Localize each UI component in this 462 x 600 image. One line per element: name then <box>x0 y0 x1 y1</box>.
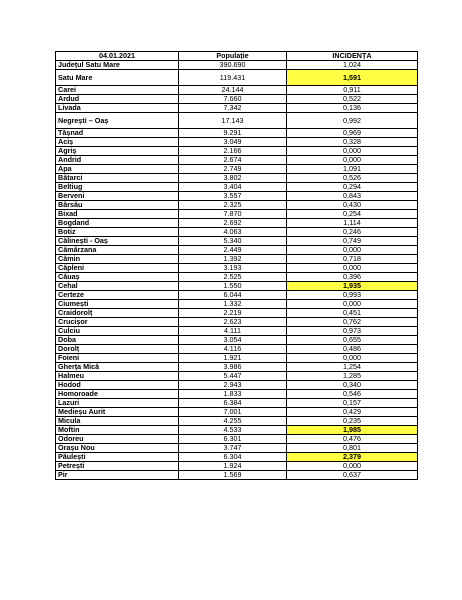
population-cell: 119.431 <box>179 70 287 86</box>
incidence-header: INCIDENȚA <box>287 52 418 61</box>
incidence-cell: 0,000 <box>287 354 418 363</box>
table-row <box>56 417 418 426</box>
incidence-cell: 0,843 <box>287 192 418 201</box>
population-cell: 3.054 <box>179 336 287 345</box>
table-row <box>56 201 418 210</box>
population-cell: 4.255 <box>179 417 287 426</box>
table-row <box>56 354 418 363</box>
table-row <box>56 95 418 104</box>
incidence-cell: 1,591 <box>287 70 418 86</box>
incidence-cell: 0,000 <box>287 147 418 156</box>
locality-cell: Agriș <box>56 147 179 156</box>
locality-cell: Berveni <box>56 192 179 201</box>
incidence-cell: 0,969 <box>287 129 418 138</box>
table-row <box>56 237 418 246</box>
table-row <box>56 318 418 327</box>
incidence-cell: 0,340 <box>287 381 418 390</box>
incidence-table <box>55 51 418 480</box>
population-cell: 4.116 <box>179 345 287 354</box>
population-header: Populație <box>179 52 287 61</box>
locality-cell: Tășnad <box>56 129 179 138</box>
population-cell: 1.332 <box>179 300 287 309</box>
population-cell: 6.301 <box>179 435 287 444</box>
population-cell: 2.749 <box>179 165 287 174</box>
table-row <box>56 129 418 138</box>
population-cell: 3.193 <box>179 264 287 273</box>
population-cell: 2.623 <box>179 318 287 327</box>
population-cell: 7.660 <box>179 95 287 104</box>
table-row <box>56 113 418 129</box>
locality-cell: Cămin <box>56 255 179 264</box>
locality-cell: Carei <box>56 86 179 95</box>
population-cell: 9.291 <box>179 129 287 138</box>
locality-cell: Satu Mare <box>56 70 179 86</box>
incidence-cell: 1,091 <box>287 165 418 174</box>
table-row <box>56 372 418 381</box>
incidence-cell: 0,157 <box>287 399 418 408</box>
locality-cell: Foieni <box>56 354 179 363</box>
population-cell: 3.557 <box>179 192 287 201</box>
locality-cell: Ciumești <box>56 300 179 309</box>
incidence-cell: 0,000 <box>287 264 418 273</box>
locality-cell: Cehal <box>56 282 179 291</box>
incidence-cell: 1,985 <box>287 426 418 435</box>
table-row <box>56 61 418 70</box>
locality-cell: Călinești - Oaș <box>56 237 179 246</box>
locality-cell: Craidorolț <box>56 309 179 318</box>
incidence-cell: 0,396 <box>287 273 418 282</box>
population-cell: 4.063 <box>179 228 287 237</box>
locality-cell: Livada <box>56 104 179 113</box>
table-row <box>56 255 418 264</box>
table-row <box>56 165 418 174</box>
table-row <box>56 399 418 408</box>
table-row <box>56 309 418 318</box>
incidence-cell: 0,718 <box>287 255 418 264</box>
table-row <box>56 147 418 156</box>
table-row <box>56 228 418 237</box>
population-cell: 1.833 <box>179 390 287 399</box>
locality-cell: Halmeu <box>56 372 179 381</box>
incidence-cell: 0,486 <box>287 345 418 354</box>
population-cell: 3.049 <box>179 138 287 147</box>
population-cell: 1.392 <box>179 255 287 264</box>
locality-cell: Cămărzana <box>56 246 179 255</box>
locality-cell: Gherța Mică <box>56 363 179 372</box>
population-cell: 1.550 <box>179 282 287 291</box>
table-row <box>56 381 418 390</box>
table-row <box>56 363 418 372</box>
population-cell: 7.342 <box>179 104 287 113</box>
incidence-cell: 0,973 <box>287 327 418 336</box>
locality-cell: Orașu Nou <box>56 444 179 453</box>
table-row <box>56 300 418 309</box>
population-cell: 3.404 <box>179 183 287 192</box>
table-row <box>56 444 418 453</box>
locality-cell: Medieșu Aurit <box>56 408 179 417</box>
incidence-cell: 0,546 <box>287 390 418 399</box>
locality-cell: Bogdand <box>56 219 179 228</box>
population-cell: 1.924 <box>179 462 287 471</box>
incidence-cell: 0,655 <box>287 336 418 345</box>
incidence-cell: 0,254 <box>287 210 418 219</box>
population-cell: 1.921 <box>179 354 287 363</box>
table-row <box>56 219 418 228</box>
population-cell: 2.219 <box>179 309 287 318</box>
incidence-cell: 0,637 <box>287 471 418 480</box>
table-row <box>56 471 418 480</box>
incidence-cell: 0,000 <box>287 156 418 165</box>
locality-cell: Negrești – Oaș <box>56 113 179 129</box>
incidence-cell: 1,024 <box>287 61 418 70</box>
table-row <box>56 86 418 95</box>
locality-cell: Odoreu <box>56 435 179 444</box>
population-cell: 5.447 <box>179 372 287 381</box>
locality-cell: Căpleni <box>56 264 179 273</box>
table-row <box>56 192 418 201</box>
population-cell: 7.001 <box>179 408 287 417</box>
population-cell: 4.111 <box>179 327 287 336</box>
locality-cell: Andrid <box>56 156 179 165</box>
table-row <box>56 246 418 255</box>
population-cell: 3.986 <box>179 363 287 372</box>
table-header-row <box>56 52 418 61</box>
locality-cell: Bixad <box>56 210 179 219</box>
locality-cell: Dorolț <box>56 345 179 354</box>
incidence-cell: 0,246 <box>287 228 418 237</box>
locality-cell: Aciș <box>56 138 179 147</box>
table-row <box>56 435 418 444</box>
population-cell: 2.674 <box>179 156 287 165</box>
population-cell: 2.325 <box>179 201 287 210</box>
population-cell: 6.384 <box>179 399 287 408</box>
locality-cell: Județul Satu Mare <box>56 61 179 70</box>
incidence-cell: 0,993 <box>287 291 418 300</box>
incidence-cell: 0,000 <box>287 246 418 255</box>
locality-cell: Păulești <box>56 453 179 462</box>
locality-cell: Moftin <box>56 426 179 435</box>
locality-cell: Certeze <box>56 291 179 300</box>
table-row <box>56 183 418 192</box>
table-row <box>56 138 418 147</box>
locality-cell: Homoroade <box>56 390 179 399</box>
incidence-cell: 0,522 <box>287 95 418 104</box>
date-header: 04.01.2021 <box>56 52 179 61</box>
population-cell: 2.166 <box>179 147 287 156</box>
locality-cell: Botiz <box>56 228 179 237</box>
incidence-table-page <box>55 51 418 480</box>
incidence-cell: 0,000 <box>287 462 418 471</box>
incidence-cell: 0,294 <box>287 183 418 192</box>
population-cell: 6.044 <box>179 291 287 300</box>
incidence-cell: 0,749 <box>287 237 418 246</box>
table-row <box>56 264 418 273</box>
table-row <box>56 174 418 183</box>
locality-cell: Bârsău <box>56 201 179 210</box>
table-row <box>56 345 418 354</box>
incidence-cell: 0,430 <box>287 201 418 210</box>
table-row <box>56 282 418 291</box>
table-row <box>56 453 418 462</box>
incidence-cell: 1,285 <box>287 372 418 381</box>
locality-cell: Doba <box>56 336 179 345</box>
incidence-cell: 2,379 <box>287 453 418 462</box>
population-cell: 3.802 <box>179 174 287 183</box>
table-row <box>56 327 418 336</box>
locality-cell: Crucișor <box>56 318 179 327</box>
locality-cell: Culciu <box>56 327 179 336</box>
incidence-cell: 0,136 <box>287 104 418 113</box>
incidence-cell: 0,526 <box>287 174 418 183</box>
population-cell: 1.569 <box>179 471 287 480</box>
incidence-cell: 0,235 <box>287 417 418 426</box>
table-row <box>56 462 418 471</box>
table-row <box>56 291 418 300</box>
locality-cell: Micula <box>56 417 179 426</box>
table-row <box>56 70 418 86</box>
incidence-cell: 0,429 <box>287 408 418 417</box>
population-cell: 3.747 <box>179 444 287 453</box>
population-cell: 7.870 <box>179 210 287 219</box>
locality-cell: Lazuri <box>56 399 179 408</box>
table-row <box>56 390 418 399</box>
incidence-cell: 1,114 <box>287 219 418 228</box>
population-cell: 390.690 <box>179 61 287 70</box>
incidence-cell: 1,254 <box>287 363 418 372</box>
incidence-cell: 1,935 <box>287 282 418 291</box>
population-cell: 4.533 <box>179 426 287 435</box>
population-cell: 2.692 <box>179 219 287 228</box>
population-cell: 6.304 <box>179 453 287 462</box>
incidence-cell: 0,000 <box>287 300 418 309</box>
locality-cell: Pir <box>56 471 179 480</box>
table-row <box>56 156 418 165</box>
table-row <box>56 210 418 219</box>
population-cell: 2.943 <box>179 381 287 390</box>
incidence-cell: 0,911 <box>287 86 418 95</box>
locality-cell: Hodod <box>56 381 179 390</box>
incidence-cell: 0,451 <box>287 309 418 318</box>
table-row <box>56 336 418 345</box>
table-row <box>56 273 418 282</box>
population-cell: 2.449 <box>179 246 287 255</box>
incidence-cell: 0,328 <box>287 138 418 147</box>
incidence-cell: 0,992 <box>287 113 418 129</box>
incidence-cell: 0,801 <box>287 444 418 453</box>
incidence-cell: 0,762 <box>287 318 418 327</box>
locality-cell: Bătarci <box>56 174 179 183</box>
locality-cell: Căuaș <box>56 273 179 282</box>
population-cell: 17.143 <box>179 113 287 129</box>
population-cell: 24.144 <box>179 86 287 95</box>
table-row <box>56 426 418 435</box>
table-row <box>56 408 418 417</box>
incidence-cell: 0,476 <box>287 435 418 444</box>
table-row <box>56 104 418 113</box>
locality-cell: Beltiug <box>56 183 179 192</box>
locality-cell: Apa <box>56 165 179 174</box>
population-cell: 2.525 <box>179 273 287 282</box>
locality-cell: Petrești <box>56 462 179 471</box>
table-body <box>56 61 418 480</box>
locality-cell: Ardud <box>56 95 179 104</box>
population-cell: 5.340 <box>179 237 287 246</box>
